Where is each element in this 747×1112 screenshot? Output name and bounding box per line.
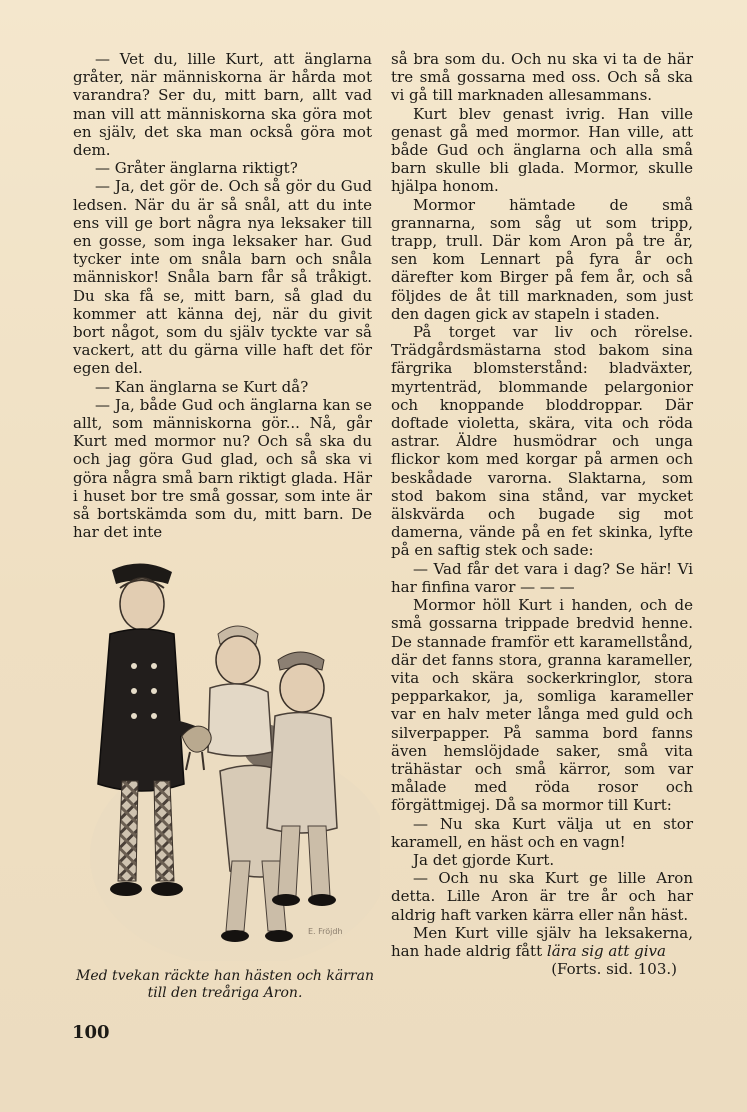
paragraph: Mormor hämtade de små grannarna, som såg ut som tripp, trapp, trull. Där kom Aron på tre år, sen kom Lennart på fyra år och därefter kom Birger på fem år, och så följdes de åt till marknaden, som just den dagen gick av stapeln i staden.: [391, 195, 693, 323]
illustration-signature: E. Fröjdh: [308, 927, 343, 936]
illustration-caption: Med tvekan räckte han hästen och kärran till den treåriga Aron.: [76, 968, 374, 1001]
paragraph: — Gråter änglarna riktigt?: [95, 159, 298, 178]
paragraph: — Vad får det vara i dag? Se här! Vi har finfina varor — — —: [391, 559, 693, 596]
paragraph: [391, 924, 693, 960]
last-paragraph-italic: lära sig att giva: [546, 941, 666, 960]
last-paragraph-text: Men Kurt ville själv ha leksakerna, han hade aldrig fått: [391, 923, 693, 960]
continuation-note: (Forts. sid. 103.): [551, 960, 677, 979]
paragraph: På torget var liv och rörelse. Trädgårdsmästarna stod bakom sina färgrika blomsterstånd: bladväxter, myrtenträd, blommande pelargonior och knoppande bloddroppar. Där doftade violetta, skära, vita och röda astrar. Äldre husmödrar och unga flickor kom med korgar på armen och beskådade varorna. Slaktarna, som stod bakom sina stånd, var mycket älskvärda och bugade sig mot damerna, vände på en fet skinka, lyfte på en saftig stek och sade:: [391, 323, 693, 560]
paragraph: Mormor höll Kurt i handen, och de små gossarna trippade bredvid henne. De stannade framför ett karamellstånd, där det fanns stora, granna karameller, vita och skära sockerkringlor, stora pepparkakor, ja, somliga karameller var en halv meter långa med guld och silverpapper. På samma bord fanns även hemslöjdade saker, små vita trähästar och små kärror, som var målade med röda rosor och förgättmigej. Då sa mormor till Kurt:: [391, 596, 693, 815]
paragraph: — Vet du, lille Kurt, att änglarna gråter, när människorna är hårda mot varandra? Ser du, mitt barn, allt vad man vill att människorna ska göra mot en själv, det ska man också göra mot dem.: [73, 50, 372, 160]
paragraph: så bra som du. Och nu ska vi ta de här tre små gossarna med oss. Och så ska vi gå till marknaden allesammans.: [391, 50, 693, 105]
paragraph: — Kan änglarna se Kurt då?: [95, 377, 309, 396]
illustration-children: [70, 556, 380, 961]
left-column: [73, 50, 372, 541]
right-column: [391, 50, 693, 978]
page-number: 100: [72, 1022, 110, 1043]
paragraph: — Ja, det gör de. Och så gör du Gud ledsen. När du är så snål, att du inte ens vill ge bort några nya leksaker till en gosse, som inga leksaker har. Gud tycker inte om snåla barn och snåla människor! Snåla barn får så tråkigt. Du ska få se, mitt barn, så glad du kommer att känna dej, när du givit bort något, som du själv tyckte var så vackert, att du gärna ville haft det för egen del.: [73, 177, 372, 378]
paragraph: — Ja, både Gud och änglarna kan se allt, som människorna gör... Nå, går Kurt med mormor nu? Och så ska du och jag göra Gud glad, och så ska vi göra några små barn riktigt glada. Här i huset bor tre små gossar, som inte är så bortskämda som du, mitt barn. De har det inte: [73, 395, 372, 542]
paragraph: Kurt blev genast ivrig. Han ville genast gå med mormor. Han ville, att både Gud och änglarna och alla små barn skulle bli glada. Mormor, skulle hjälpa honom.: [391, 104, 693, 196]
paragraph: — Nu ska Kurt välja ut en stor karamell, en häst och en vagn!: [391, 814, 693, 851]
paragraph: — Och nu ska Kurt ge lille Aron detta. Lille Aron är tre år och har aldrig haft varken kärra eller nån häst.: [391, 869, 693, 924]
middle-boy-figure: [208, 626, 272, 756]
paragraph: Ja det gjorde Kurt.: [413, 850, 555, 869]
